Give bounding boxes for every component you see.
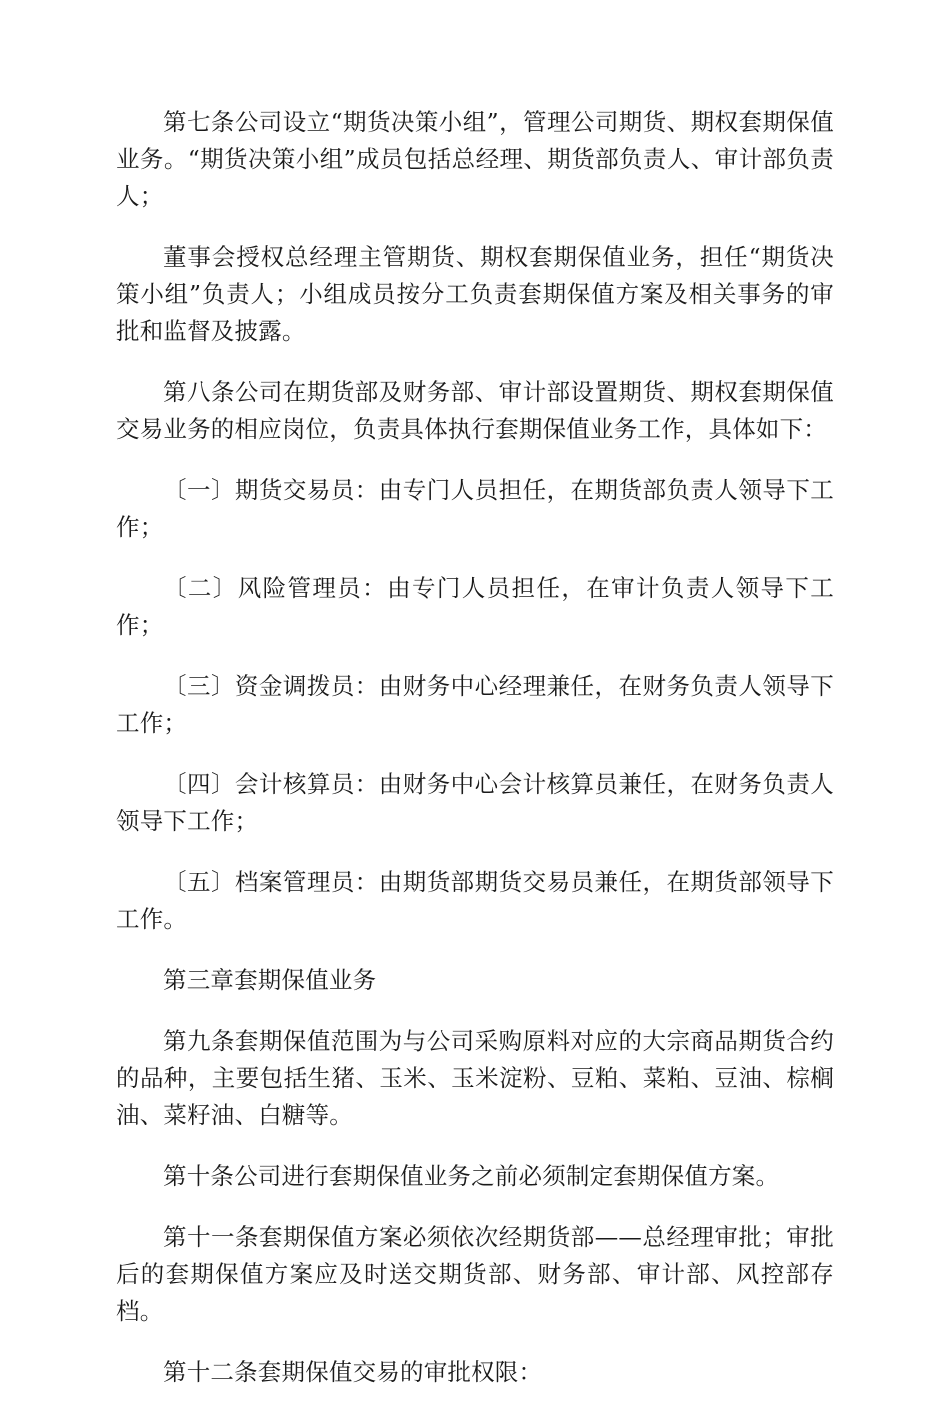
paragraph-role-fund-allocator: 〔三〕资金调拨员：由财务中心经理兼任，在财务负责人领导下工作； (116, 672, 834, 737)
paragraph-board-authorization: 董事会授权总经理主管期货、期权套期保值业务，担任“期货决策小组”负责人；小组成员按分工负责套期保值方案及相关事务的审批和监督及披露。 (116, 243, 834, 345)
paragraph-article-12: 第十二条套期保值交易的审批权限： (163, 1358, 543, 1386)
paragraph-role-accountant: 〔四〕会计核算员：由财务中心会计核算员兼任，在财务负责人领导下工作； (116, 770, 834, 835)
paragraph-role-risk-manager: 〔二〕风险管理员：由专门人员担任，在审计负责人领导下工作； (116, 574, 834, 639)
paragraph-role-archivist: 〔五〕档案管理员：由期货部期货交易员兼任，在期货部领导下工作。 (116, 868, 834, 933)
paragraph-role-futures-trader: 〔一〕期货交易员：由专门人员担任，在期货部负责人领导下工作； (116, 476, 834, 541)
paragraph-article-11: 第十一条套期保值方案必须依次经期货部——总经理审批；审批后的套期保值方案应及时送交期货部、财务部、审计部、风控部存档。 (116, 1223, 834, 1325)
paragraph-article-9: 第九条套期保值范围为与公司采购原料对应的大宗商品期货合约的品种，主要包括生猪、玉米、玉米淀粉、豆粕、菜粕、豆油、棕榈油、菜籽油、白糖等。 (116, 1027, 834, 1129)
document-body (116, 104, 834, 1415)
paragraph-article-8: 第八条公司在期货部及财务部、审计部设置期货、期权套期保值交易业务的相应岗位，负责具体执行套期保值业务工作，具体如下： (116, 378, 834, 443)
paragraph-article-10: 第十条公司进行套期保值业务之前必须制定套期保值方案。 (163, 1162, 780, 1190)
chapter-3-heading: 第三章套期保值业务 (163, 966, 377, 994)
paragraph-article-7: 第七条公司设立“期货决策小组”，管理公司期货、期权套期保值业务。“期货决策小组”成员包括总经理、期货部负责人、审计部负责人； (116, 108, 834, 210)
